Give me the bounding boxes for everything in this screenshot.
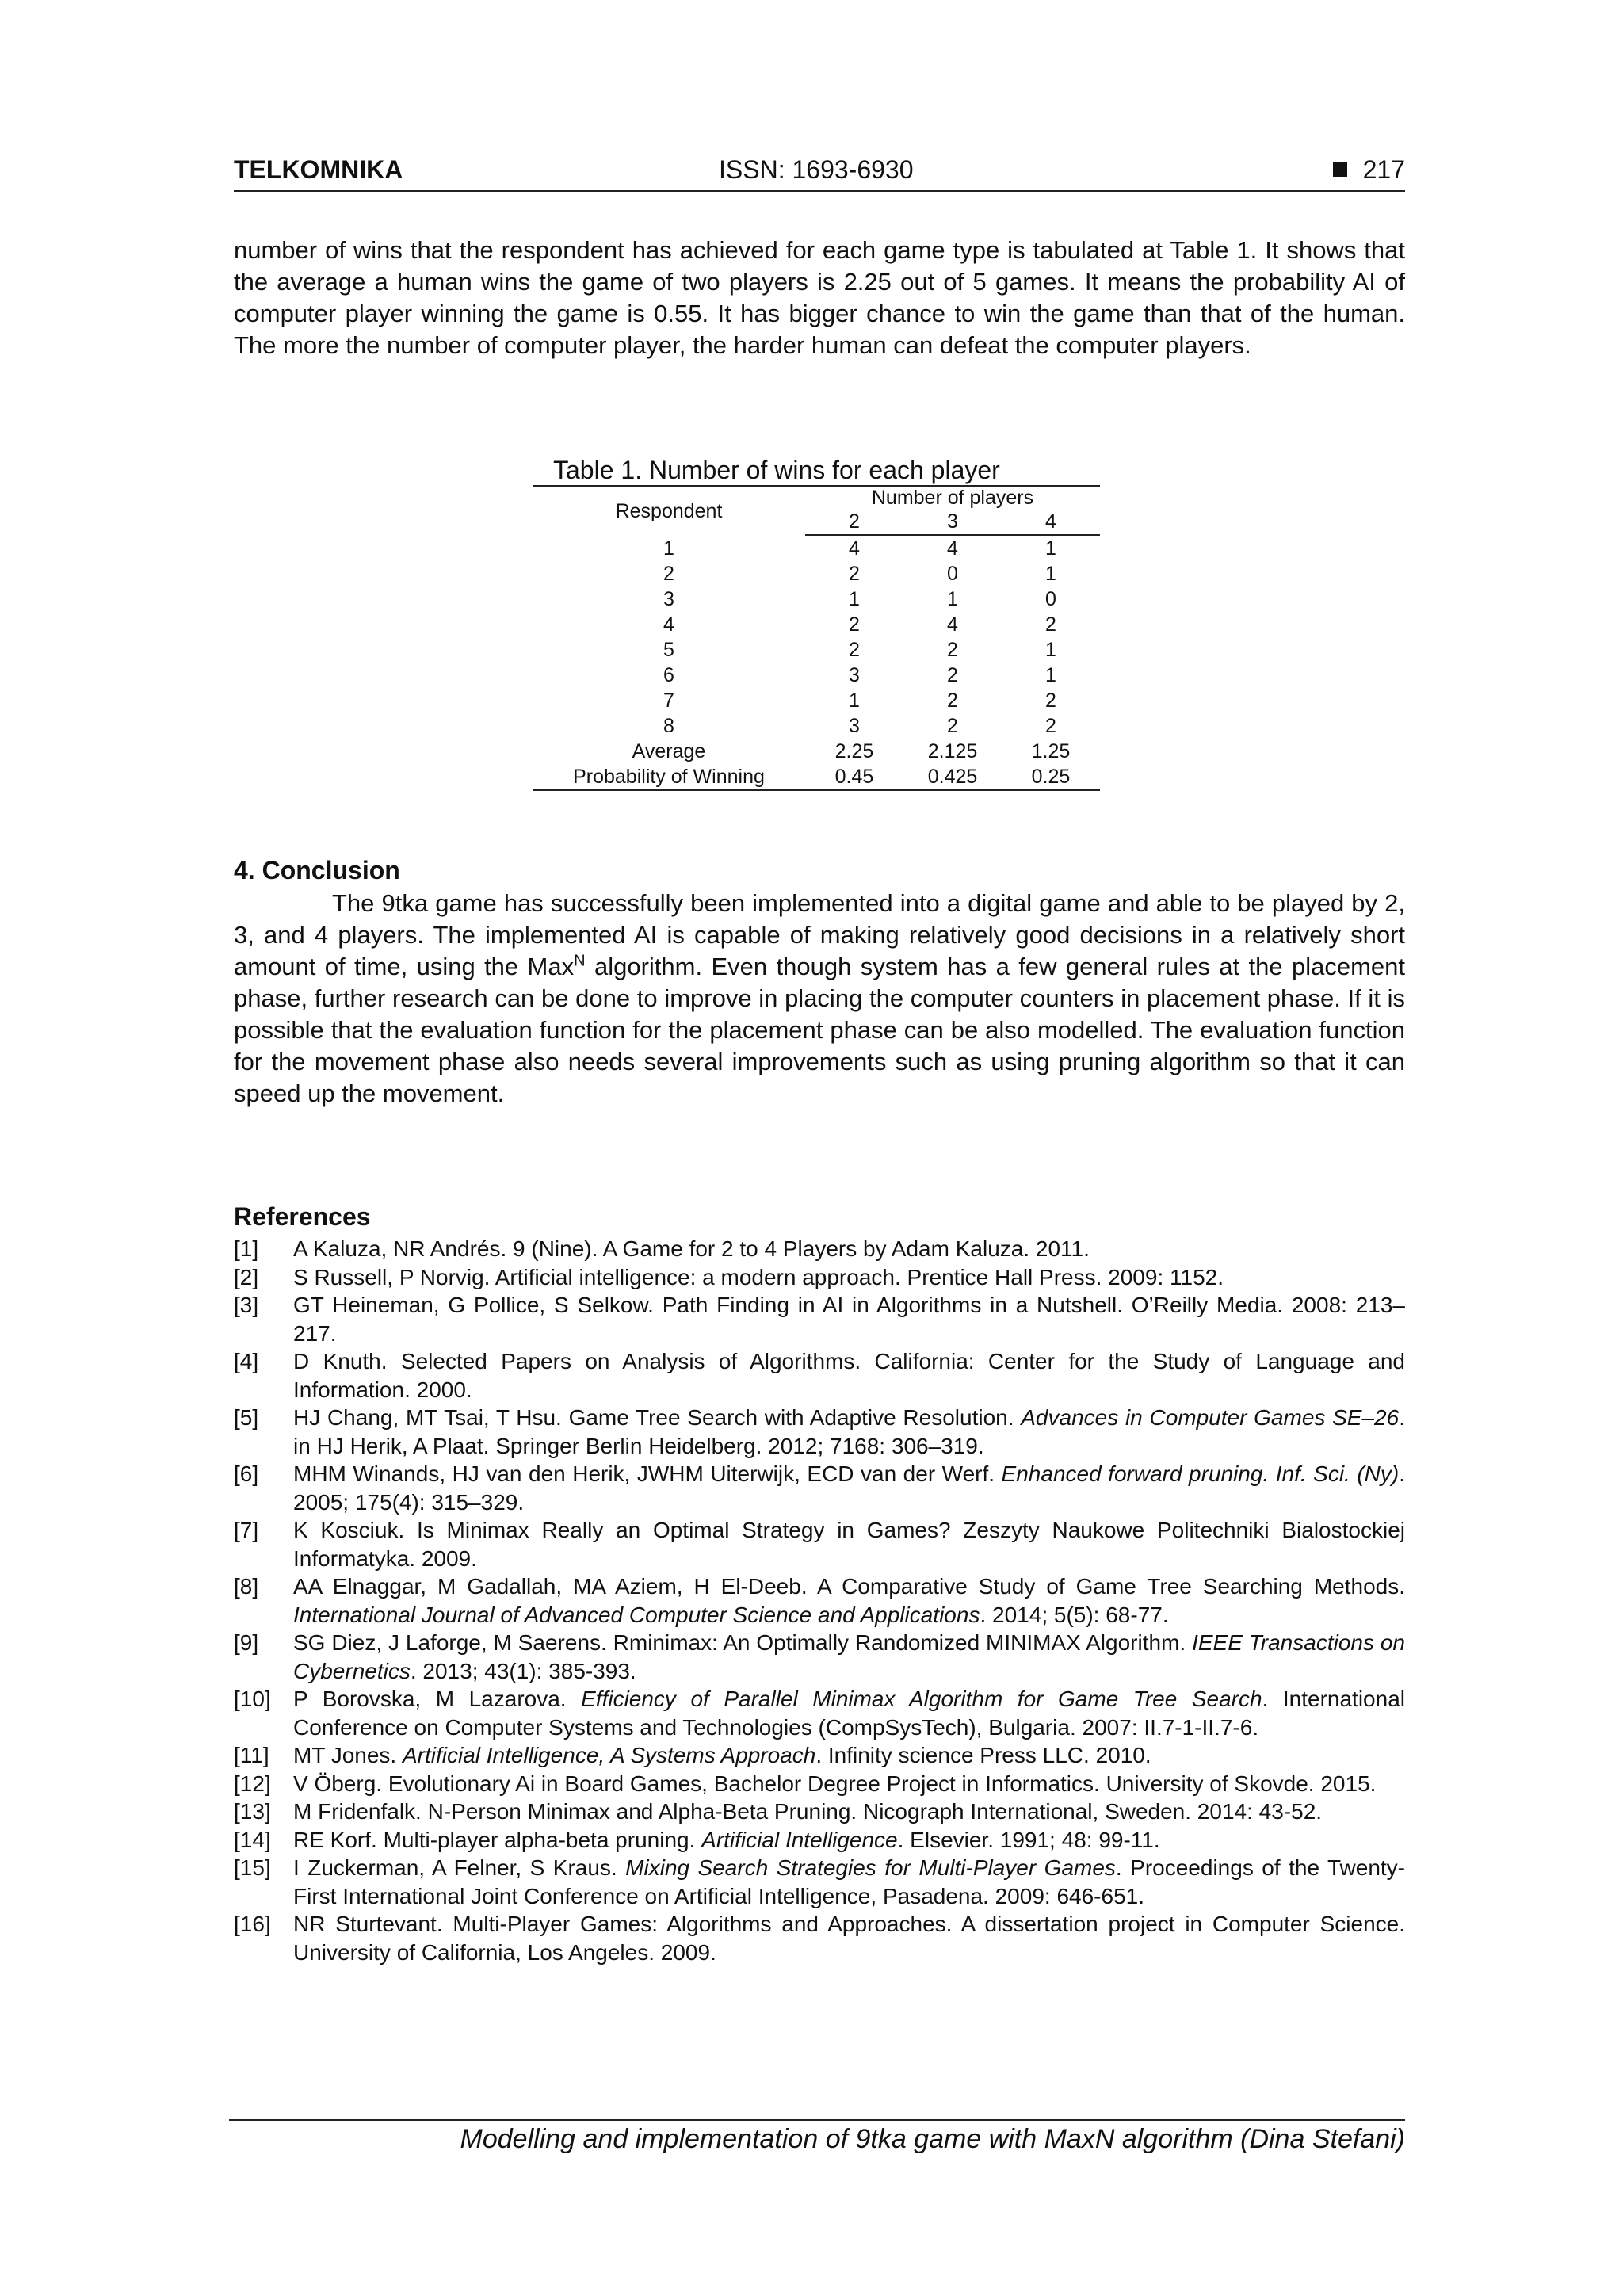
reference-italic-title: IEEE Transactions on Cybernetics: [293, 1630, 1405, 1683]
respondent-cell: 1: [663, 537, 674, 560]
reference-text-tail: . 2005; 175(4): 315–329.: [293, 1461, 1405, 1515]
wins-cell: 4: [849, 537, 860, 560]
footer-rule: [229, 2119, 1405, 2121]
page-footer: Modelling and implementation of 9tka game with MaxN algorithm (Dina Stefani): [460, 2124, 1405, 2154]
respondent-cell: 8: [663, 715, 674, 737]
reference-text: MT Jones.: [293, 1743, 403, 1767]
wins-cell: 3: [849, 715, 860, 737]
wins-cell: 1: [849, 588, 860, 610]
reference-number: [9]: [234, 1630, 259, 1655]
reference-number: [2]: [234, 1264, 259, 1289]
reference-item: [234, 1347, 1405, 1404]
reference-number: [15]: [234, 1855, 271, 1880]
conclusion-text-2: algorithm. Even though system has a few general rules at the placement phase, further research can be done to improve in placing the computer counters in placement phase. If it is possible that the evaluation function for the placement phase can be also modelled. The evaluation function for the movement phase also needs several improvements such as using pruning algorithm so that it can speed up the movement.: [234, 953, 1405, 1107]
wins-cell: 0: [947, 563, 958, 585]
reference-number: [7]: [234, 1518, 259, 1542]
table-row: [533, 612, 1100, 637]
respondent-header: Respondent: [533, 486, 805, 535]
player-count-header: 4: [1002, 509, 1100, 535]
reference-item: [234, 1404, 1405, 1460]
respondent-cell: Probability of Winning: [533, 764, 805, 790]
wins-cell: 4: [947, 537, 958, 560]
intro-paragraph: number of wins that the respondent has achieved for each game type is tabulated at Table 1. It shows that the average a human wins the game of two players is 2.25 out of 5 games. It means the probability AI of computer player winning the game is 0.55. It has bigger chance to win the game than that of the human. The more the number of computer player, the harder human can defeat the computer players.: [234, 236, 1405, 359]
reference-italic-title: International Journal of Advanced Computer Science and Applications: [293, 1602, 980, 1627]
table-caption: Table 1. Number of wins for each player: [553, 456, 1000, 484]
reference-italic-title: Advances in Computer Games SE–26: [1021, 1405, 1400, 1430]
reference-text: K Kosciuk. Is Minimax Really an Optimal Strategy in Games? Zeszyty Naukowe Politechniki Bialostockiej Informatyka. 2009.: [293, 1518, 1405, 1571]
reference-italic-title: Mixing Search Strategies for Multi-Player Games: [625, 1855, 1116, 1880]
reference-number: [12]: [234, 1771, 271, 1796]
reference-text: AA Elnaggar, M Gadallah, MA Aziem, H El-Deeb. A Comparative Study of Game Tree Searching Methods.: [293, 1574, 1405, 1599]
reference-text: S Russell, P Norvig. Artificial intelligence: a modern approach. Prentice Hall Press. 2009: 1152.: [293, 1264, 1224, 1289]
table-header-row: [533, 486, 1100, 509]
reference-italic-title: Artificial Intelligence, A Systems Approach: [402, 1743, 816, 1767]
conclusion-paragraph: [234, 888, 1405, 1110]
wins-cell: 1: [947, 588, 958, 610]
reference-text: P Borovska, M Lazarova.: [293, 1687, 582, 1711]
reference-number: [5]: [234, 1405, 259, 1430]
conclusion-heading: 4. Conclusion: [234, 856, 400, 884]
wins-cell: 3: [849, 664, 860, 686]
reference-text-tail: . Proceedings of the Twenty-First International Joint Conference on Artificial Intelligence, Pasadena. 2009: 646-651.: [293, 1855, 1406, 1908]
wins-cell: 1: [1045, 664, 1056, 686]
reference-item: [234, 1572, 1405, 1629]
page-header: [234, 155, 1405, 192]
respondent-cell: 3: [663, 588, 674, 610]
players-header: Number of players: [805, 486, 1100, 509]
reference-text: M Fridenfalk. N-Person Minimax and Alpha-Beta Pruning. Nicograph International, Sweden. 2014: 43-52.: [293, 1799, 1323, 1824]
reference-italic-title: Enhanced forward pruning. Inf. Sci. (Ny): [1001, 1461, 1400, 1486]
wins-cell: 2.25: [834, 740, 874, 762]
table-row: [533, 561, 1100, 586]
table-body: [533, 535, 1100, 790]
respondent-cell: 6: [663, 664, 674, 686]
square-bullet-icon: [1333, 162, 1347, 177]
wins-cell: 0.45: [805, 764, 903, 790]
wins-cell: 2.125: [927, 740, 978, 762]
wins-cell: 1: [849, 690, 860, 712]
wins-cell: 2: [849, 563, 860, 585]
reference-number: [14]: [234, 1827, 271, 1852]
table-row: [533, 764, 1100, 790]
reference-number: [16]: [234, 1912, 271, 1936]
reference-number: [8]: [234, 1574, 259, 1599]
reference-item: [234, 1263, 1405, 1292]
reference-italic-title: Artificial Intelligence: [701, 1827, 898, 1852]
table-row: [533, 663, 1100, 688]
reference-item: [234, 1629, 1405, 1685]
references-heading: References: [234, 1202, 371, 1231]
wins-table: [533, 485, 1100, 791]
issn: ISSN: 1693-6930: [719, 155, 914, 184]
reference-number: [6]: [234, 1461, 259, 1486]
reference-number: [10]: [234, 1687, 271, 1711]
reference-item: [234, 1235, 1405, 1263]
wins-cell: 1: [1045, 563, 1056, 585]
wins-cell: 2: [947, 715, 958, 737]
reference-item: [234, 1516, 1405, 1572]
reference-item: [234, 1291, 1405, 1347]
references-list: [234, 1235, 1405, 1966]
reference-item: [234, 1797, 1405, 1826]
wins-cell: 2: [1045, 690, 1056, 712]
wins-cell: 4: [947, 613, 958, 636]
reference-text-tail: . 2013; 43(1): 385-393.: [410, 1658, 636, 1683]
wins-cell: 0.425: [903, 764, 1002, 790]
wins-cell: 2: [947, 664, 958, 686]
reference-text: A Kaluza, NR Andrés. 9 (Nine). A Game for 2 to 4 Players by Adam Kaluza. 2011.: [293, 1236, 1090, 1261]
reference-text: MHM Winands, HJ van den Herik, JWHM Uiterwijk, ECD van der Werf.: [293, 1461, 1002, 1486]
reference-text: GT Heineman, G Pollice, S Selkow. Path Finding in AI in Algorithms in a Nutshell. O’Reilly Media. 2008: 213–217.: [293, 1293, 1405, 1346]
reference-text-tail: . Infinity science Press LLC. 2010.: [815, 1743, 1151, 1767]
wins-cell: 2: [849, 639, 860, 661]
reference-text: HJ Chang, MT Tsai, T Hsu. Game Tree Search with Adaptive Resolution.: [293, 1405, 1022, 1430]
reference-number: [3]: [234, 1293, 259, 1317]
reference-text: I Zuckerman, A Felner, S Kraus.: [293, 1855, 626, 1880]
reference-text: RE Korf. Multi-player alpha-beta pruning.: [293, 1827, 702, 1852]
page-number-box: [1333, 155, 1405, 185]
wins-cell: 2: [1045, 613, 1056, 636]
superscript-n: N: [574, 952, 586, 970]
respondent-cell: 7: [663, 690, 674, 712]
reference-number: [11]: [234, 1743, 269, 1767]
reference-item: [234, 1460, 1405, 1516]
respondent-cell: 4: [663, 613, 674, 636]
wins-cell: 1: [1045, 537, 1056, 560]
reference-text: NR Sturtevant. Multi-Player Games: Algorithms and Approaches. A dissertation project in Computer Science. University of California, Los Angeles. 2009.: [293, 1912, 1405, 1965]
reference-number: [4]: [234, 1349, 259, 1373]
table-row: [533, 535, 1100, 561]
wins-cell: 0.25: [1002, 764, 1100, 790]
respondent-cell: 2: [663, 563, 674, 585]
wins-cell: 2: [947, 690, 958, 712]
wins-cell: 0: [1045, 588, 1056, 610]
reference-item: [234, 1910, 1405, 1966]
reference-item: [234, 1685, 1405, 1741]
reference-item: [234, 1826, 1405, 1855]
journal-name: TELKOMNIKA: [234, 155, 403, 184]
reference-number: [13]: [234, 1799, 271, 1824]
wins-cell: 2: [947, 639, 958, 661]
table-row: [533, 586, 1100, 612]
page-number: 217: [1362, 155, 1405, 184]
reference-item: [234, 1854, 1405, 1910]
reference-text: V Öberg. Evolutionary Ai in Board Games, Bachelor Degree Project in Informatics. University of Skovde. 2015.: [293, 1771, 1377, 1796]
player-count-header: 2: [805, 509, 903, 535]
reference-text-tail: . in HJ Herik, A Plaat. Springer Berlin Heidelberg. 2012; 7168: 306–319.: [293, 1405, 1405, 1458]
table-row: [533, 688, 1100, 713]
wins-cell: 1: [1045, 639, 1056, 661]
table-row: [533, 637, 1100, 663]
reference-item: [234, 1741, 1405, 1770]
reference-text-tail: . Elsevier. 1991; 48: 99-11.: [897, 1827, 1160, 1852]
reference-text-tail: . International Conference on Computer Systems and Technologies (CompSysTech), Bulgaria. 2007: II.7-1-II.7-6.: [293, 1687, 1405, 1740]
wins-cell: 2: [849, 613, 860, 636]
reference-number: [1]: [234, 1236, 259, 1261]
conclusion-text-1: The 9tka game has successfully been implemented into a digital game and able to be played by 2, 3, and 4 players. The implemented AI is capable of making relatively good decisions in a relatively short amount of time, using the Max: [234, 889, 1405, 980]
reference-item: [234, 1770, 1405, 1798]
table-row: [533, 713, 1100, 739]
reference-text: D Knuth. Selected Papers on Analysis of Algorithms. California: Center for the Study of Language and Information. 2000.: [293, 1349, 1405, 1402]
wins-cell: 1.25: [1031, 740, 1071, 762]
player-count-header: 3: [903, 509, 1002, 535]
reference-italic-title: Efficiency of Parallel Minimax Algorithm for Game Tree Search: [581, 1687, 1262, 1711]
respondent-cell: Average: [632, 740, 706, 762]
table-row: [533, 739, 1100, 764]
wins-cell: 2: [1045, 715, 1056, 737]
respondent-cell: 5: [663, 639, 674, 661]
reference-text-tail: . 2014; 5(5): 68-77.: [980, 1602, 1169, 1627]
reference-text: SG Diez, J Laforge, M Saerens. Rminimax: An Optimally Randomized MINIMAX Algorithm.: [293, 1630, 1193, 1655]
